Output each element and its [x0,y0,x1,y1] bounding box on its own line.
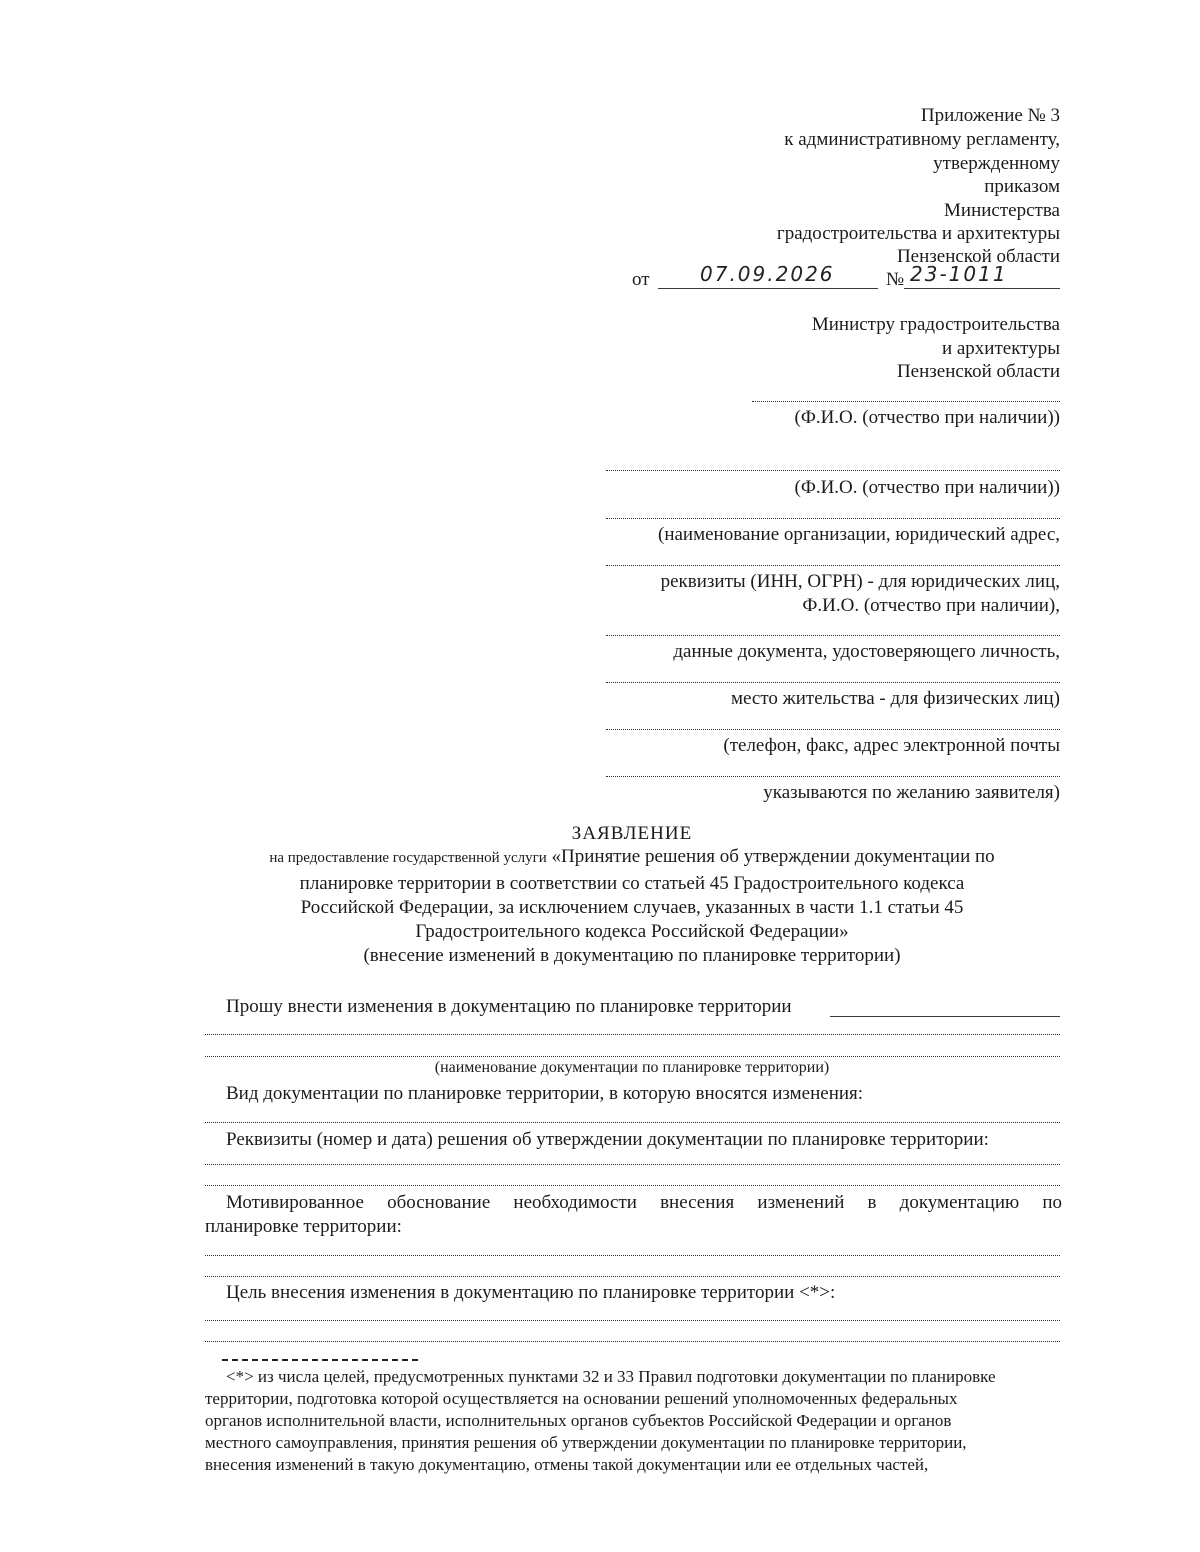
doc-name-line-2 [205,1056,1060,1057]
footnote-line: <*> из числа целей, предусмотренных пунктами 32 и 33 Правил подготовки документации по планировке [226,1367,996,1386]
doc-kind-text: Вид документации по планировке территории, в которую вносятся изменения: [226,1083,864,1104]
footnote-line: местного самоуправления, принятия решения об утверждении документации по планировке территории, [205,1433,967,1452]
residence-caption: место жительства - для физических лиц) [730,688,1060,709]
purpose-text: Цель внесения изменения в документацию по планировке территории <*>: [226,1282,836,1303]
applicant-fio-line [606,470,1060,471]
motivation-line [205,1255,1060,1256]
motivation-text-2: планировке территории: [205,1216,402,1237]
header-line: градостроительства и архитектуры [776,223,1060,244]
addressee-line: Министру градостроительства [811,314,1060,335]
service-intro: на предоставление государственной услуги [269,850,547,866]
purpose-line-2 [205,1341,1060,1342]
header-line: к административному регламенту, [784,129,1060,150]
statement-title: ЗАЯВЛЕНИЕ [571,823,693,844]
individual-fio-caption: Ф.И.О. (отчество при наличии), [802,595,1060,616]
minister-fio-caption: (Ф.И.О. (отчество при наличии)) [794,407,1060,428]
request-fill-line [830,1016,1060,1017]
contacts-note: указываются по желанию заявителя) [763,782,1060,803]
identity-doc-caption: данные документа, удостоверяющего личность, [673,641,1060,662]
doc-kind-line [205,1122,1060,1123]
footnote-line: органов исполнительной власти, исполнительных органов субъектов Российской Федерации и органов [205,1411,952,1430]
number-label: № [886,269,905,290]
addressee-line: и архитектуры [941,338,1060,359]
contacts-caption: (телефон, факс, адрес электронной почты [723,735,1060,756]
minister-fio-line [752,401,1060,402]
requisites-caption: реквизиты (ИНН, ОГРН) - для юридических лиц, [660,571,1060,592]
service-name-start: «Принятие решения об утверждении документации по [551,846,995,867]
footnote-line: территории, подготовка которой осуществляется на основании решений уполномоченных федеральных [205,1389,958,1408]
requisites-text: Реквизиты (номер и дата) решения об утверждении документации по планировке территории: [226,1129,989,1150]
order-date: 07.09.2026 [700,262,835,286]
requisites-line [205,1164,1060,1165]
motivation-line-2 [205,1276,1060,1277]
requisites-line-2 [205,1185,1060,1186]
header-line: Министерства [944,200,1060,221]
service-name-line-3: Российской Федерации, за исключением случаев, указанных в части 1.1 статьи 45 [300,897,964,918]
footnote-separator [222,1359,418,1361]
appendix-number: Приложение № 3 [920,105,1060,126]
header-line: Пензенской области [896,246,1060,267]
order-number: 23-1011 [910,262,1008,286]
identity-doc-line [606,635,1060,636]
statement-subtitle: (внесение изменений в документацию по планировке территории) [363,945,901,966]
applicant-fio-caption: (Ф.И.О. (отчество при наличии)) [794,477,1060,498]
footnote-line: внесения изменений в такую документацию, отмены такой документации или ее отдельных частей, [205,1455,929,1474]
from-label: от [632,269,650,290]
motivation-text: Мотивированное обоснование необходимости внесения изменений в документацию по [226,1192,1062,1213]
residence-line [606,682,1060,683]
number-underline [904,288,1060,289]
service-name-line-4: Градостроительного кодекса Российской Федерации» [415,921,849,942]
header-line: утвержденному [933,153,1060,174]
request-text: Прошу внести изменения в документацию по планировке территории [226,996,792,1017]
contacts-line [606,729,1060,730]
doc-name-caption: (наименование документации по планировке территории) [434,1059,830,1076]
purpose-line [205,1320,1060,1321]
header-line: приказом [984,176,1060,197]
service-name-line-2: планировке территории в соответствии со статьей 45 Градостроительного кодекса [299,873,965,894]
doc-name-line [205,1034,1060,1035]
addressee-line: Пензенской области [896,361,1060,382]
organization-caption: (наименование организации, юридический адрес, [658,524,1060,545]
service-name-line-1 [0,846,1200,868]
organization-line [606,518,1060,519]
contacts-line-2 [606,776,1060,777]
organization-line-2 [606,565,1060,566]
date-underline [658,288,878,289]
